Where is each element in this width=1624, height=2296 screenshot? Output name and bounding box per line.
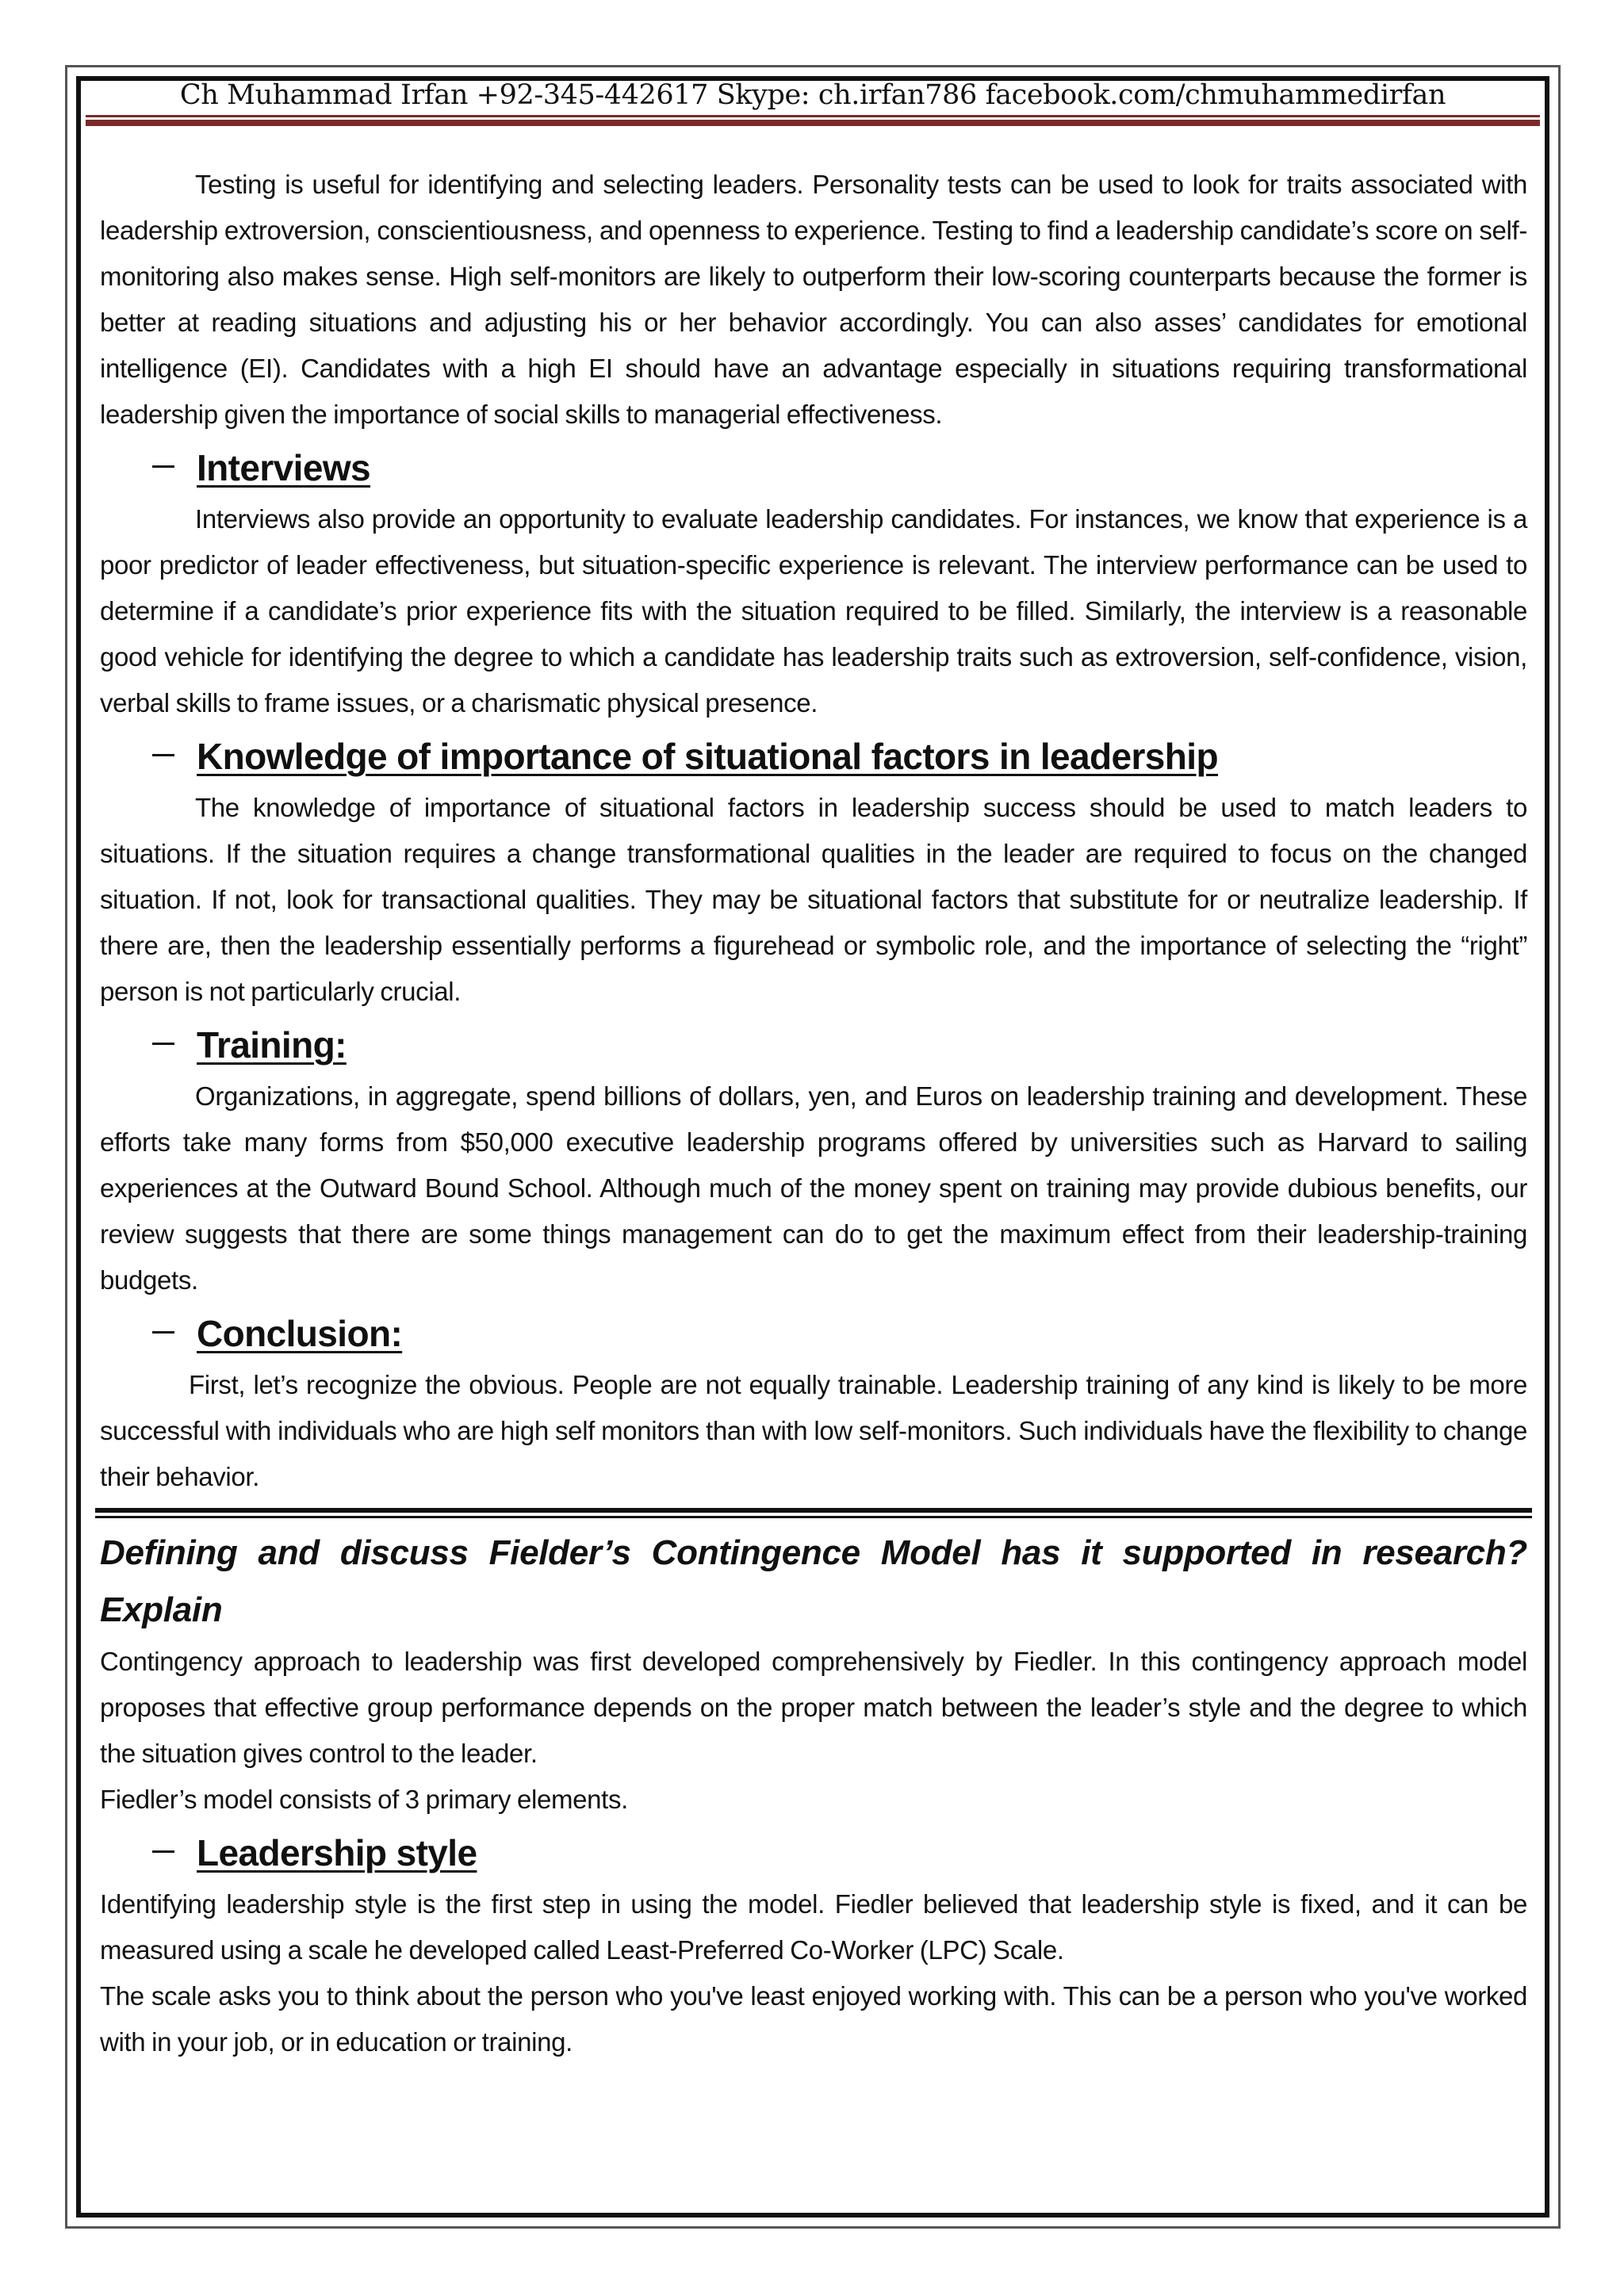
contingency-paragraph: Contingency approach to leadership was first developed comprehensively by Fiedler. In this contingency approach model proposes that effective group performance depends on the proper match between the leader’s style and the degree to which the situation gives control to the leader.	[100, 1647, 1527, 1768]
divider-thin-line	[95, 1516, 1532, 1518]
knowledge-paragraph: The knowledge of importance of situational factors in leadership success should be used to match leaders to situations. If the situation requires a change transformational qualities in the leader are required to focus on the changed situation. If not, look for transactional qualities. They may be situational factors that substitute for or neutralize leadership. If there are, then the leadership essentially performs a figurehead or symbolic role, and the importance of selecting the “right” person is not particularly crucial.	[100, 793, 1527, 1006]
divider-thick-line	[95, 1508, 1532, 1513]
interviews-heading	[100, 438, 1527, 496]
testing-paragraph: Testing is useful for identifying and selecting leaders. Personality tests can be used to look for traits associated with leadership extroversion, conscientiousness, and openness to experience. Testing to find a leadership candidate’s score on self-monitoring also makes sense. High self-monitors are likely to outperform their low-scoring counterparts because the former is better at reading situations and adjusting his or her behavior accordingly. You can also asses’ candidates for emotional intelligence (EI). Candidates with a high EI should have an advantage especially in situations requiring transformational leadership given the importance of social skills to managerial effectiveness.	[100, 170, 1527, 429]
training-heading	[100, 1015, 1527, 1073]
knowledge-heading	[100, 726, 1527, 785]
dash-bullet-icon	[152, 465, 174, 468]
dash-bullet-icon	[152, 1850, 174, 1853]
question-line-1: Defining and discuss Fielder’s Contingence Model has it supported in research?	[100, 1533, 1527, 1572]
dash-bullet-icon	[152, 1043, 174, 1045]
conclusion-paragraph: First, let’s recognize the obvious. People are not equally trainable. Leadership training of any kind is likely to be more successful with individuals who are high self monitors than with low self-monitors. Such individuals have the flexibility to change their behavior.	[100, 1370, 1527, 1491]
question-line-2: Explain	[100, 1590, 223, 1629]
leadership-style-paragraph-1: Identifying leadership style is the first step in using the model. Fiedler believed that leadership style is fixed, and it can be measured using a scale he developed called Least-Preferred Co-Worker (LPC) Scale.	[100, 1889, 1527, 1965]
page-header: Ch Muhammad Irfan +92-345-442617 Skype: ch.irfan786 facebook.com/chmuhammedirfan	[179, 79, 1446, 111]
fiedler-elements-line: Fiedler’s model consists of 3 primary elements.	[100, 1785, 628, 1814]
heading-text: Leadership style	[197, 1832, 477, 1873]
heading-text: Interviews	[197, 447, 370, 488]
section-divider	[95, 1508, 1532, 1518]
dash-bullet-icon	[152, 1331, 174, 1334]
heading-text: Training:	[197, 1024, 347, 1066]
training-paragraph: Organizations, in aggregate, spend billions of dollars, yen, and Euros on leadership training and development. These efforts take many forms from $50,000 executive leadership programs offered by universities such as Harvard to sailing experiences at the Outward Bound School. Although much of the money spent on training may provide dubious benefits, our review suggests that there are some things management can do to get the maximum effect from their leadership-training budgets.	[100, 1081, 1527, 1295]
leadership-style-paragraph-2: The scale asks you to think about the person who you've least enjoyed working with. This can be a person who you've worked with in your job, or in education or training.	[100, 1981, 1527, 2057]
header-rule-thin	[86, 115, 1540, 117]
interviews-paragraph: Interviews also provide an opportunity to evaluate leadership candidates. For instances, we know that experience is a poor predictor of leader effectiveness, but situation-specific experience is relevant. The interview performance can be used to determine if a candidate’s prior experience fits with the situation required to be filled. Similarly, the interview is a reasonable good vehicle for identifying the degree to which a candidate has leadership traits such as extroversion, self-confidence, vision, verbal skills to frame issues, or a charismatic physical presence.	[100, 504, 1527, 718]
dash-bullet-icon	[152, 754, 174, 756]
document-body	[100, 162, 1527, 2065]
header-rule-thick	[86, 120, 1540, 126]
leadership-style-heading	[100, 1823, 1527, 1881]
heading-text: Knowledge of importance of situational factors in leadership	[197, 736, 1218, 777]
conclusion-heading	[100, 1303, 1527, 1362]
heading-text: Conclusion:	[197, 1313, 403, 1354]
question-title	[100, 1525, 1527, 1639]
